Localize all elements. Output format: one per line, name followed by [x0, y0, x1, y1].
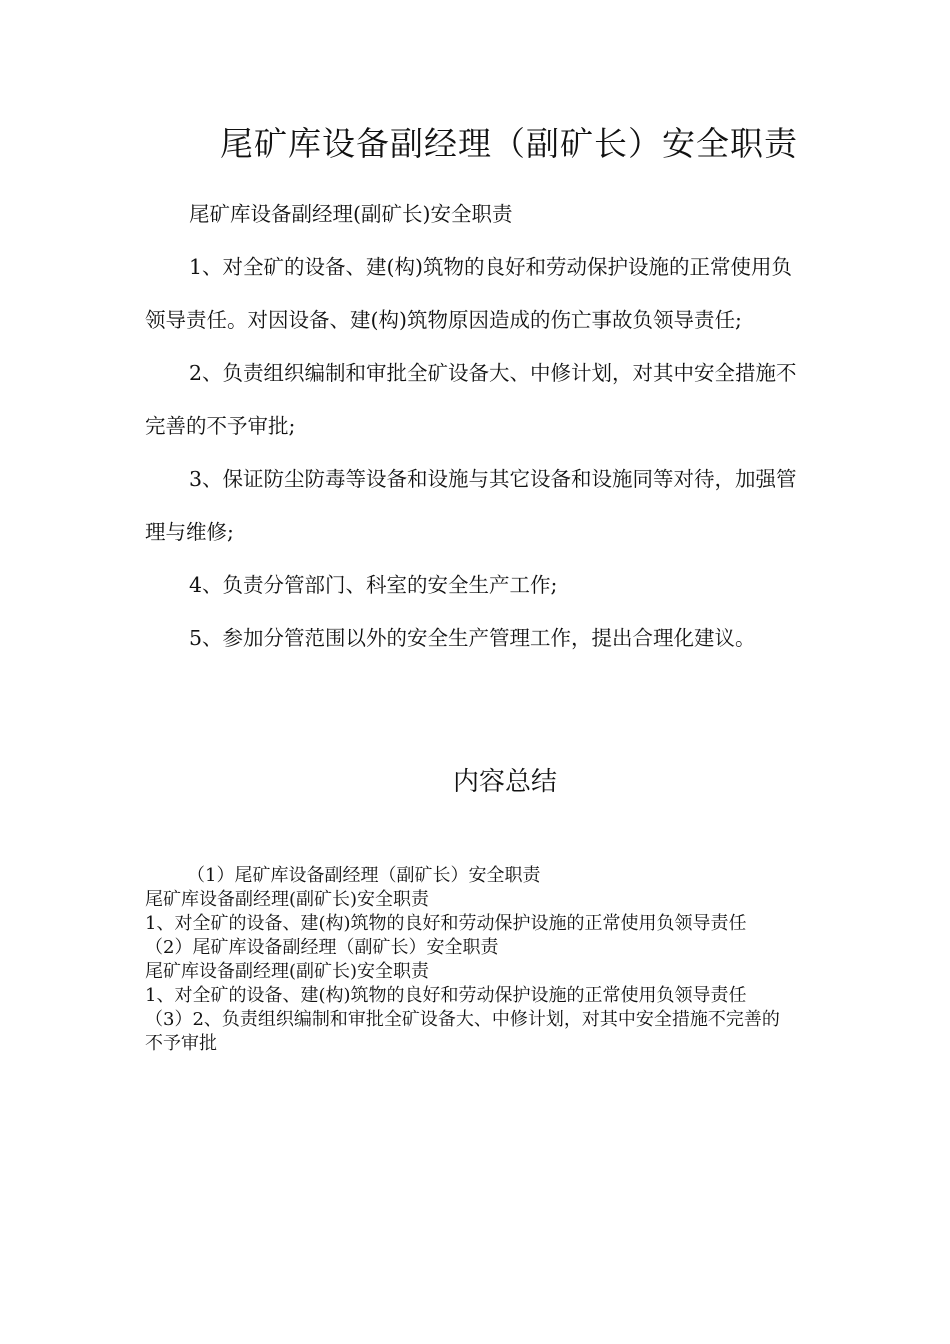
- paragraph-item-3: 3、保证防尘防毒等设备和设施与其它设备和设施同等对待，加强管理与维修;: [145, 467, 797, 544]
- paragraph-item-4: 4、负责分管部门、科室的安全生产工作;: [189, 573, 558, 597]
- paragraph-heading: 尾矿库设备副经理(副矿长)安全职责: [189, 202, 513, 226]
- summary-block: [145, 864, 797, 1056]
- summary-line-2: 尾矿库设备副经理(副矿长)安全职责: [145, 889, 430, 910]
- paragraph-item-1: 1、对全矿的设备、建(构)筑物的良好和劳动保护设施的正常使用负领导责任。对因设备、建(构)筑物原因造成的伤亡事故负领导责任;: [145, 255, 793, 332]
- summary-line-1: （1）尾矿库设备副经理（副矿长）安全职责: [187, 865, 541, 886]
- summary-line-5: 尾矿库设备副经理(副矿长)安全职责: [145, 961, 430, 982]
- summary-line-6: 1、对全矿的设备、建(构)筑物的良好和劳动保护设施的正常使用负领导责任: [145, 985, 747, 1006]
- paragraph-item-5: 5、参加分管范围以外的安全生产管理工作，提出合理化建议。: [189, 626, 756, 650]
- summary-title: 内容总结: [452, 767, 557, 797]
- paragraph-item-2: 2、负责组织编制和审批全矿设备大、中修计划，对其中安全措施不完善的不予审批;: [145, 361, 797, 438]
- summary-line-3: 1、对全矿的设备、建(构)筑物的良好和劳动保护设施的正常使用负领导责任: [145, 913, 747, 934]
- summary-line-7: （3）2、负责组织编制和审批全矿设备大、中修计划，对其中安全措施不完善的不予审批: [145, 1009, 780, 1054]
- document-body: [145, 188, 807, 665]
- summary-line-4: （2）尾矿库设备副经理（副矿长）安全职责: [145, 937, 499, 958]
- document-title: 尾矿库设备副经理（副矿长）安全职责: [220, 124, 798, 163]
